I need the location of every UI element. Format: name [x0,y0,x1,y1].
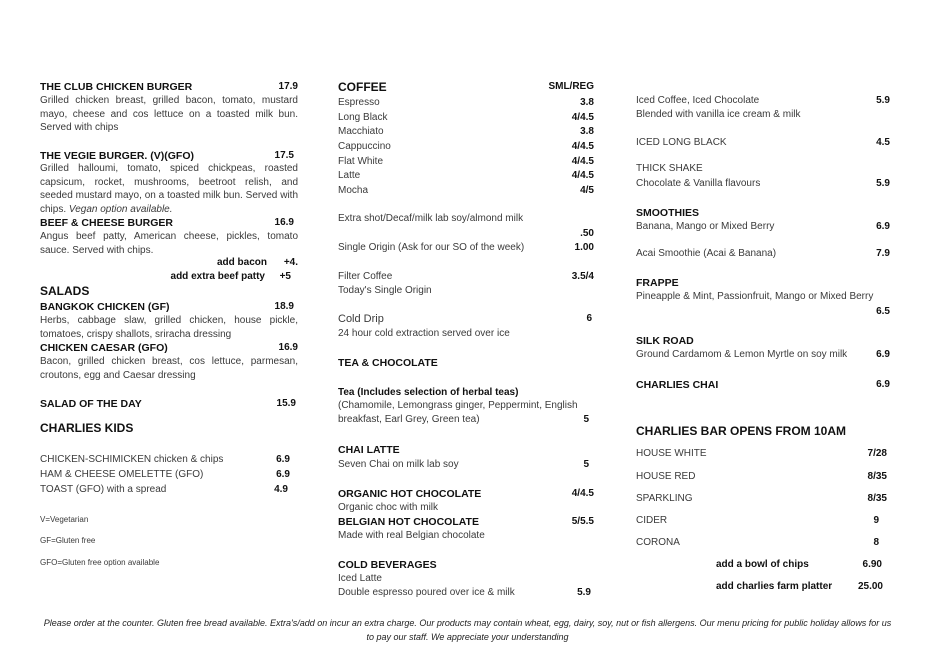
addon-label: add a bowl of chips [716,559,809,570]
item-name: SALAD OF THE DAY [40,398,142,410]
item-price: 16.9 [278,342,298,353]
item-description: Today's Single Origin [338,285,432,296]
item-name: THICK SHAKE [636,163,703,174]
vegan-note: Vegan option available. [68,204,173,216]
item-price: 7/28 [867,448,887,459]
item-price: 6.5 [876,306,890,317]
item-name: Iced Latte [338,573,382,584]
item-price: 3.5/4 [571,271,594,282]
item-price: 5.9 [577,587,591,598]
item-name: Cold Drip [338,313,384,325]
item-price: 4/4.5 [571,141,594,152]
item-name: BELGIAN HOT CHOCOLATE [338,516,479,528]
item-price: 4.5 [876,137,890,148]
item-price: 4.9 [274,484,288,495]
item-description: 24 hour cold extraction served over ice [338,328,510,339]
item-description: Bacon, grilled chicken breast, cos lettuce, parmesan, croutons, egg and Caesar dressing [40,356,298,381]
item-name: CIDER [636,515,668,526]
footer-note: Please order at the counter. Gluten free bread available. Extra's/add on incur an extra charge. Our products may contain wheat, egg, dairy, soy, nut or fish allergens. Our menu pricing for public holiday allows for us to pay our staff. We appreciate your understanding [43,618,892,642]
item-price: 7.9 [876,248,890,259]
item-price: 4/5 [580,185,594,196]
item-description: Chocolate & Vanilla flavours [636,178,761,189]
item-price: .50 [580,228,594,239]
item-description: Blended with vanilla ice cream & milk [636,109,801,120]
item-price: 17.9 [278,81,298,92]
addon-label: add charlies farm platter [716,581,833,592]
section-title: CHARLIES KIDS [40,421,134,435]
item-name: CHAI LATTE [338,444,400,456]
item-name: Cappuccino [338,141,391,152]
item-price: 1.00 [574,242,594,253]
item-name: CHICKEN CAESAR (GFO) [40,342,168,354]
item-name: BANGKOK CHICKEN (GF) [40,301,170,313]
item-description: breakfast, Earl Grey, Green tea) [338,414,480,425]
item-price: 5.9 [876,178,890,189]
legend-note: V=Vegetarian [40,515,89,524]
item-price: 6.9 [876,349,890,360]
item-description: Herbs, cabbage slaw, grilled chicken, house pickle, tomatoes, crispy shallots, sriracha dressing [40,315,298,340]
item-description [40,162,298,217]
item-name: Macchiato [338,126,384,137]
item-price: 3.8 [580,97,594,108]
item-name: BEEF & CHEESE BURGER [40,217,174,229]
item-price: 5/5.5 [571,516,594,527]
item-description: Made with real Belgian chocolate [338,530,485,541]
item-description: Double espresso poured over ice & milk [338,587,515,598]
item-name: Long Black [338,112,388,123]
item-name: HAM & CHEESE OMELETTE (GFO) [40,469,204,480]
addon-price: +4. [283,257,298,268]
addon-label: add extra beef patty [170,271,265,282]
item-price: 6 [586,313,592,324]
description-text: Grilled halloumi, tomato, spiced chickpeas, roasted capsicum, rocket, mushrooms, beetroot relish, and seeded mustard mayo, on a toasted milk bun. Served with chips. [40,163,298,216]
item-price: 6.9 [276,469,290,480]
item-price: 15.9 [276,398,296,409]
item-description: Seven Chai on milk lab soy [338,459,459,470]
addon-price: +5 [279,271,291,282]
item-price: 6.9 [276,454,290,465]
item-price: 6.9 [876,221,890,232]
item-price: 4/4.5 [571,488,594,499]
item-price: 16.9 [274,217,294,228]
item-description: Ground Cardamom & Lemon Myrtle on soy milk [636,349,848,360]
section-title: COFFEE [338,80,387,94]
item-name: CHARLIES CHAI [636,379,719,391]
section-title: SMOOTHIES [636,207,700,219]
item-name: Latte [338,170,361,181]
item-name: SPARKLING [636,493,693,504]
item-price: 8 [873,537,879,548]
item-name: Filter Coffee [338,271,393,282]
item-description: Angus beef patty, American cheese, pickles, tomato sauce. Served with chips. [40,231,298,256]
item-price: 4/4.5 [571,156,594,167]
item-price: 17.5 [274,150,294,161]
item-name: THE CLUB CHICKEN BURGER [40,81,193,93]
item-price: 18.9 [274,301,294,312]
item-name: Iced Coffee, Iced Chocolate [636,95,760,106]
item-name: Espresso [338,97,380,108]
item-description: Grilled chicken breast, grilled bacon, tomato, mustard mayo, cheese and cos lettuce on a toasted milk bun. Served with chips [40,95,298,134]
item-name: SILK ROAD [636,335,694,347]
item-name: HOUSE WHITE [636,448,707,459]
section-title: CHARLIES BAR OPENS FROM 10AM [636,424,847,438]
item-price: 4/4.5 [571,112,594,123]
item-name: Mocha [338,185,369,196]
item-name: CORONA [636,537,680,548]
item-price: 3.8 [580,126,594,137]
item-name: CHICKEN-SCHIMICKEN chicken & chips [40,454,224,465]
item-name: Single Origin (Ask for our SO of the week) [338,242,525,253]
item-name: FRAPPE [636,277,679,289]
item-description: Pineapple & Mint, Passionfruit, Mango or Mixed Berry [636,291,874,302]
addon-label: add bacon [216,257,267,268]
item-name: ICED LONG BLACK [636,137,727,148]
item-name: HOUSE RED [636,471,696,482]
legend-note: GF=Gluten free [40,536,96,545]
item-description: Organic choc with milk [338,502,439,513]
item-price: 4/4.5 [571,170,594,181]
item-price: 6.9 [876,379,890,390]
addon-price: 6.90 [862,559,882,570]
item-description: (Chamomile, Lemongrass ginger, Peppermint, English [338,400,578,411]
item-name: THE VEGIE BURGER. (V)(GFO) [40,150,195,162]
item-price: 5.9 [876,95,890,106]
item-name: Banana, Mango or Mixed Berry [636,221,775,232]
addon-price: 25.00 [857,581,883,592]
section-title: COLD BEVERAGES [338,559,437,571]
item-name: Acai Smoothie (Acai & Banana) [636,248,777,259]
section-title: SALADS [40,284,90,298]
item-price: 5 [583,459,589,470]
item-name: Tea (Includes selection of herbal teas) [338,387,519,398]
size-header: SML/REG [548,81,594,92]
item-name: Extra shot/Decaf/milk lab soy/almond milk [338,213,524,224]
item-price: 5 [583,414,589,425]
item-name: Flat White [338,156,384,167]
legend-note: GFO=Gluten free option available [40,558,160,567]
item-price: 9 [873,515,879,526]
item-price: 8/35 [867,471,887,482]
section-title: TEA & CHOCOLATE [338,357,438,369]
item-name: ORGANIC HOT CHOCOLATE [338,488,482,500]
item-name: TOAST (GFO) with a spread [40,484,167,495]
item-price: 8/35 [867,493,887,504]
